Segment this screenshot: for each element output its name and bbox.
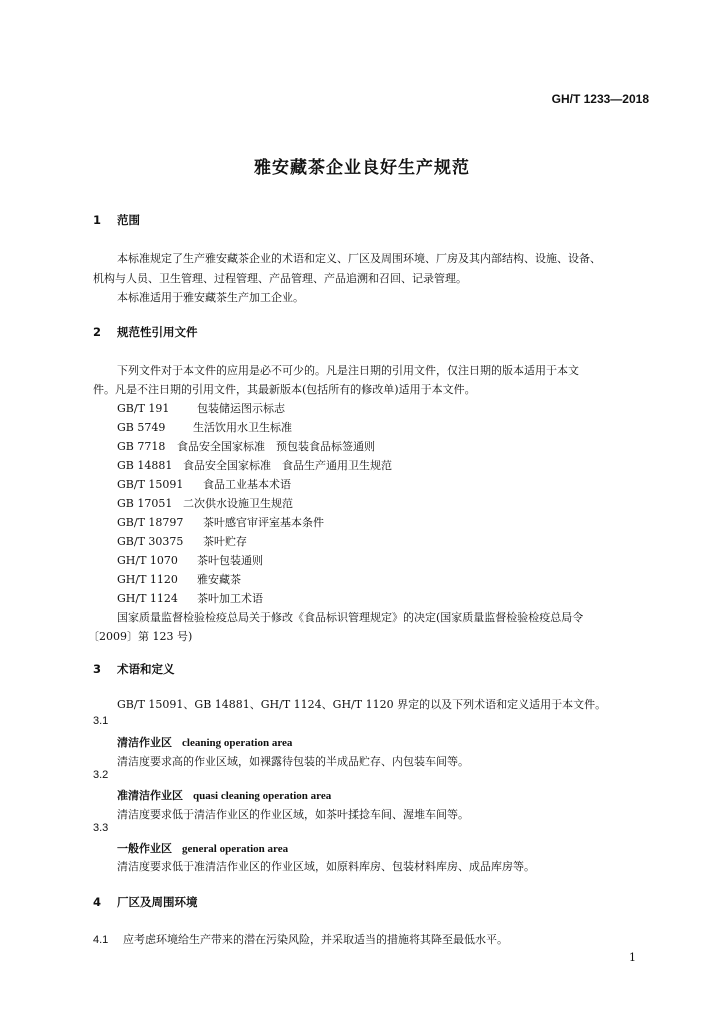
section-title: 术语和定义 [117, 662, 175, 676]
document-title: 雅安藏茶企业良好生产规范 [254, 158, 470, 178]
term-name-en: general operation area [182, 843, 289, 855]
term-name-zh: 准清洁作业区 [117, 789, 183, 802]
decree-reference-line: 国家质量监督检验检疫总局关于修改《食品标识管理规定》的决定(国家质量监督检验检疫总局令 [117, 611, 584, 624]
clause-text: 应考虑环境给生产带来的潜在污染风险，并采取适当的措施将其降至最低水平。 [123, 933, 508, 946]
references-intro-line: 下列文件对于本文件的应用是必不可少的。凡是注日期的引用文件，仅注日期的版本适用于本文 [117, 364, 579, 377]
section-title: 范围 [117, 213, 140, 227]
reference-name: 食品安全国家标准 预包装食品标签通则 [177, 440, 375, 453]
reference-code: GB 5749 [117, 421, 166, 434]
scope-paragraph-line: 机构与人员、卫生管理、过程管理、产品管理、产品追溯和召回、记录管理。 [93, 272, 467, 285]
reference-item [117, 457, 392, 473]
term-number: 3.3 [93, 822, 109, 834]
page-number: 1 [629, 951, 636, 964]
reference-name: 茶叶贮存 [203, 535, 247, 548]
section-number: 1 [93, 213, 102, 227]
reference-code: GH/T 1124 [117, 592, 178, 605]
section-number: 2 [93, 325, 102, 339]
term-name-zh: 一般作业区 [117, 842, 172, 855]
reference-item [117, 419, 292, 435]
term-name-en: quasi cleaning operation area [193, 790, 332, 802]
section-3-heading [93, 661, 175, 677]
section-title: 厂区及周围环境 [117, 895, 198, 909]
references-intro-line: 件。凡是不注日期的引用文件，其最新版本(包括所有的修改单)适用于本文件。 [93, 383, 476, 396]
term-definition: 清洁度要求高的作业区域，如裸露待包装的半成品贮存、内包装车间等。 [117, 755, 469, 768]
scope-paragraph-line: 本标准规定了生产雅安藏茶企业的术语和定义、厂区及周围环境、厂房及其内部结构、设施、设备、 [117, 252, 601, 265]
reference-name: 食品安全国家标准 食品生产通用卫生规范 [183, 459, 392, 472]
reference-code: GB/T 18797 [117, 516, 184, 529]
section-2-heading [93, 324, 198, 340]
reference-item [117, 533, 247, 549]
clause-number: 4.1 [93, 934, 109, 946]
term-number: 3.2 [93, 769, 109, 781]
term-heading [117, 787, 331, 803]
reference-name: 二次供水设施卫生规范 [183, 497, 293, 510]
reference-item [117, 400, 285, 416]
reference-code: GB 7718 [117, 440, 166, 453]
reference-code: GH/T 1120 [117, 573, 178, 586]
clause-4-1 [93, 931, 508, 947]
section-1-heading [93, 212, 140, 228]
reference-name: 雅安藏茶 [197, 573, 241, 586]
term-heading [117, 734, 292, 750]
reference-item [117, 495, 293, 511]
reference-code: GB 17051 [117, 497, 173, 510]
term-number: 3.1 [93, 715, 109, 727]
reference-item [117, 571, 241, 587]
section-number: 3 [93, 662, 102, 676]
reference-code: GH/T 1070 [117, 554, 178, 567]
reference-item [117, 438, 375, 454]
term-name-en: cleaning operation area [182, 737, 293, 749]
term-definition: 清洁度要求低于准清洁作业区的作业区域，如原料库房、包装材料库房、成品库房等。 [117, 860, 535, 873]
reference-code: GB 14881 [117, 459, 173, 472]
term-heading [117, 840, 288, 856]
terms-intro: GB/T 15091、GB 14881、GH/T 1124、GH/T 1120 界定的以及下列术语和定义适用于本文件。 [117, 698, 607, 711]
section-title: 规范性引用文件 [117, 325, 198, 339]
reference-name: 茶叶感官审评室基本条件 [203, 516, 324, 529]
reference-item [117, 552, 263, 568]
scope-applicability: 本标准适用于雅安藏茶生产加工企业。 [117, 291, 304, 304]
reference-name: 生活饮用水卫生标准 [193, 421, 292, 434]
reference-item [117, 476, 291, 492]
section-4-heading [93, 894, 198, 910]
reference-code: GB/T 30375 [117, 535, 184, 548]
term-name-zh: 清洁作业区 [117, 736, 172, 749]
standard-code: GH/T 1233—2018 [551, 92, 649, 106]
decree-reference-line: 〔2009〕第 123 号) [88, 630, 193, 643]
reference-name: 包装储运图示标志 [197, 402, 285, 415]
reference-name: 茶叶加工术语 [197, 592, 263, 605]
reference-name: 食品工业基本术语 [203, 478, 291, 491]
section-number: 4 [93, 895, 102, 909]
reference-item [117, 514, 324, 530]
reference-code: GB/T 191 [117, 402, 170, 415]
term-definition: 清洁度要求低于清洁作业区的作业区域，如茶叶揉捻车间、渥堆车间等。 [117, 808, 469, 821]
reference-item [117, 590, 263, 606]
reference-name: 茶叶包装通则 [197, 554, 263, 567]
reference-code: GB/T 15091 [117, 478, 184, 491]
